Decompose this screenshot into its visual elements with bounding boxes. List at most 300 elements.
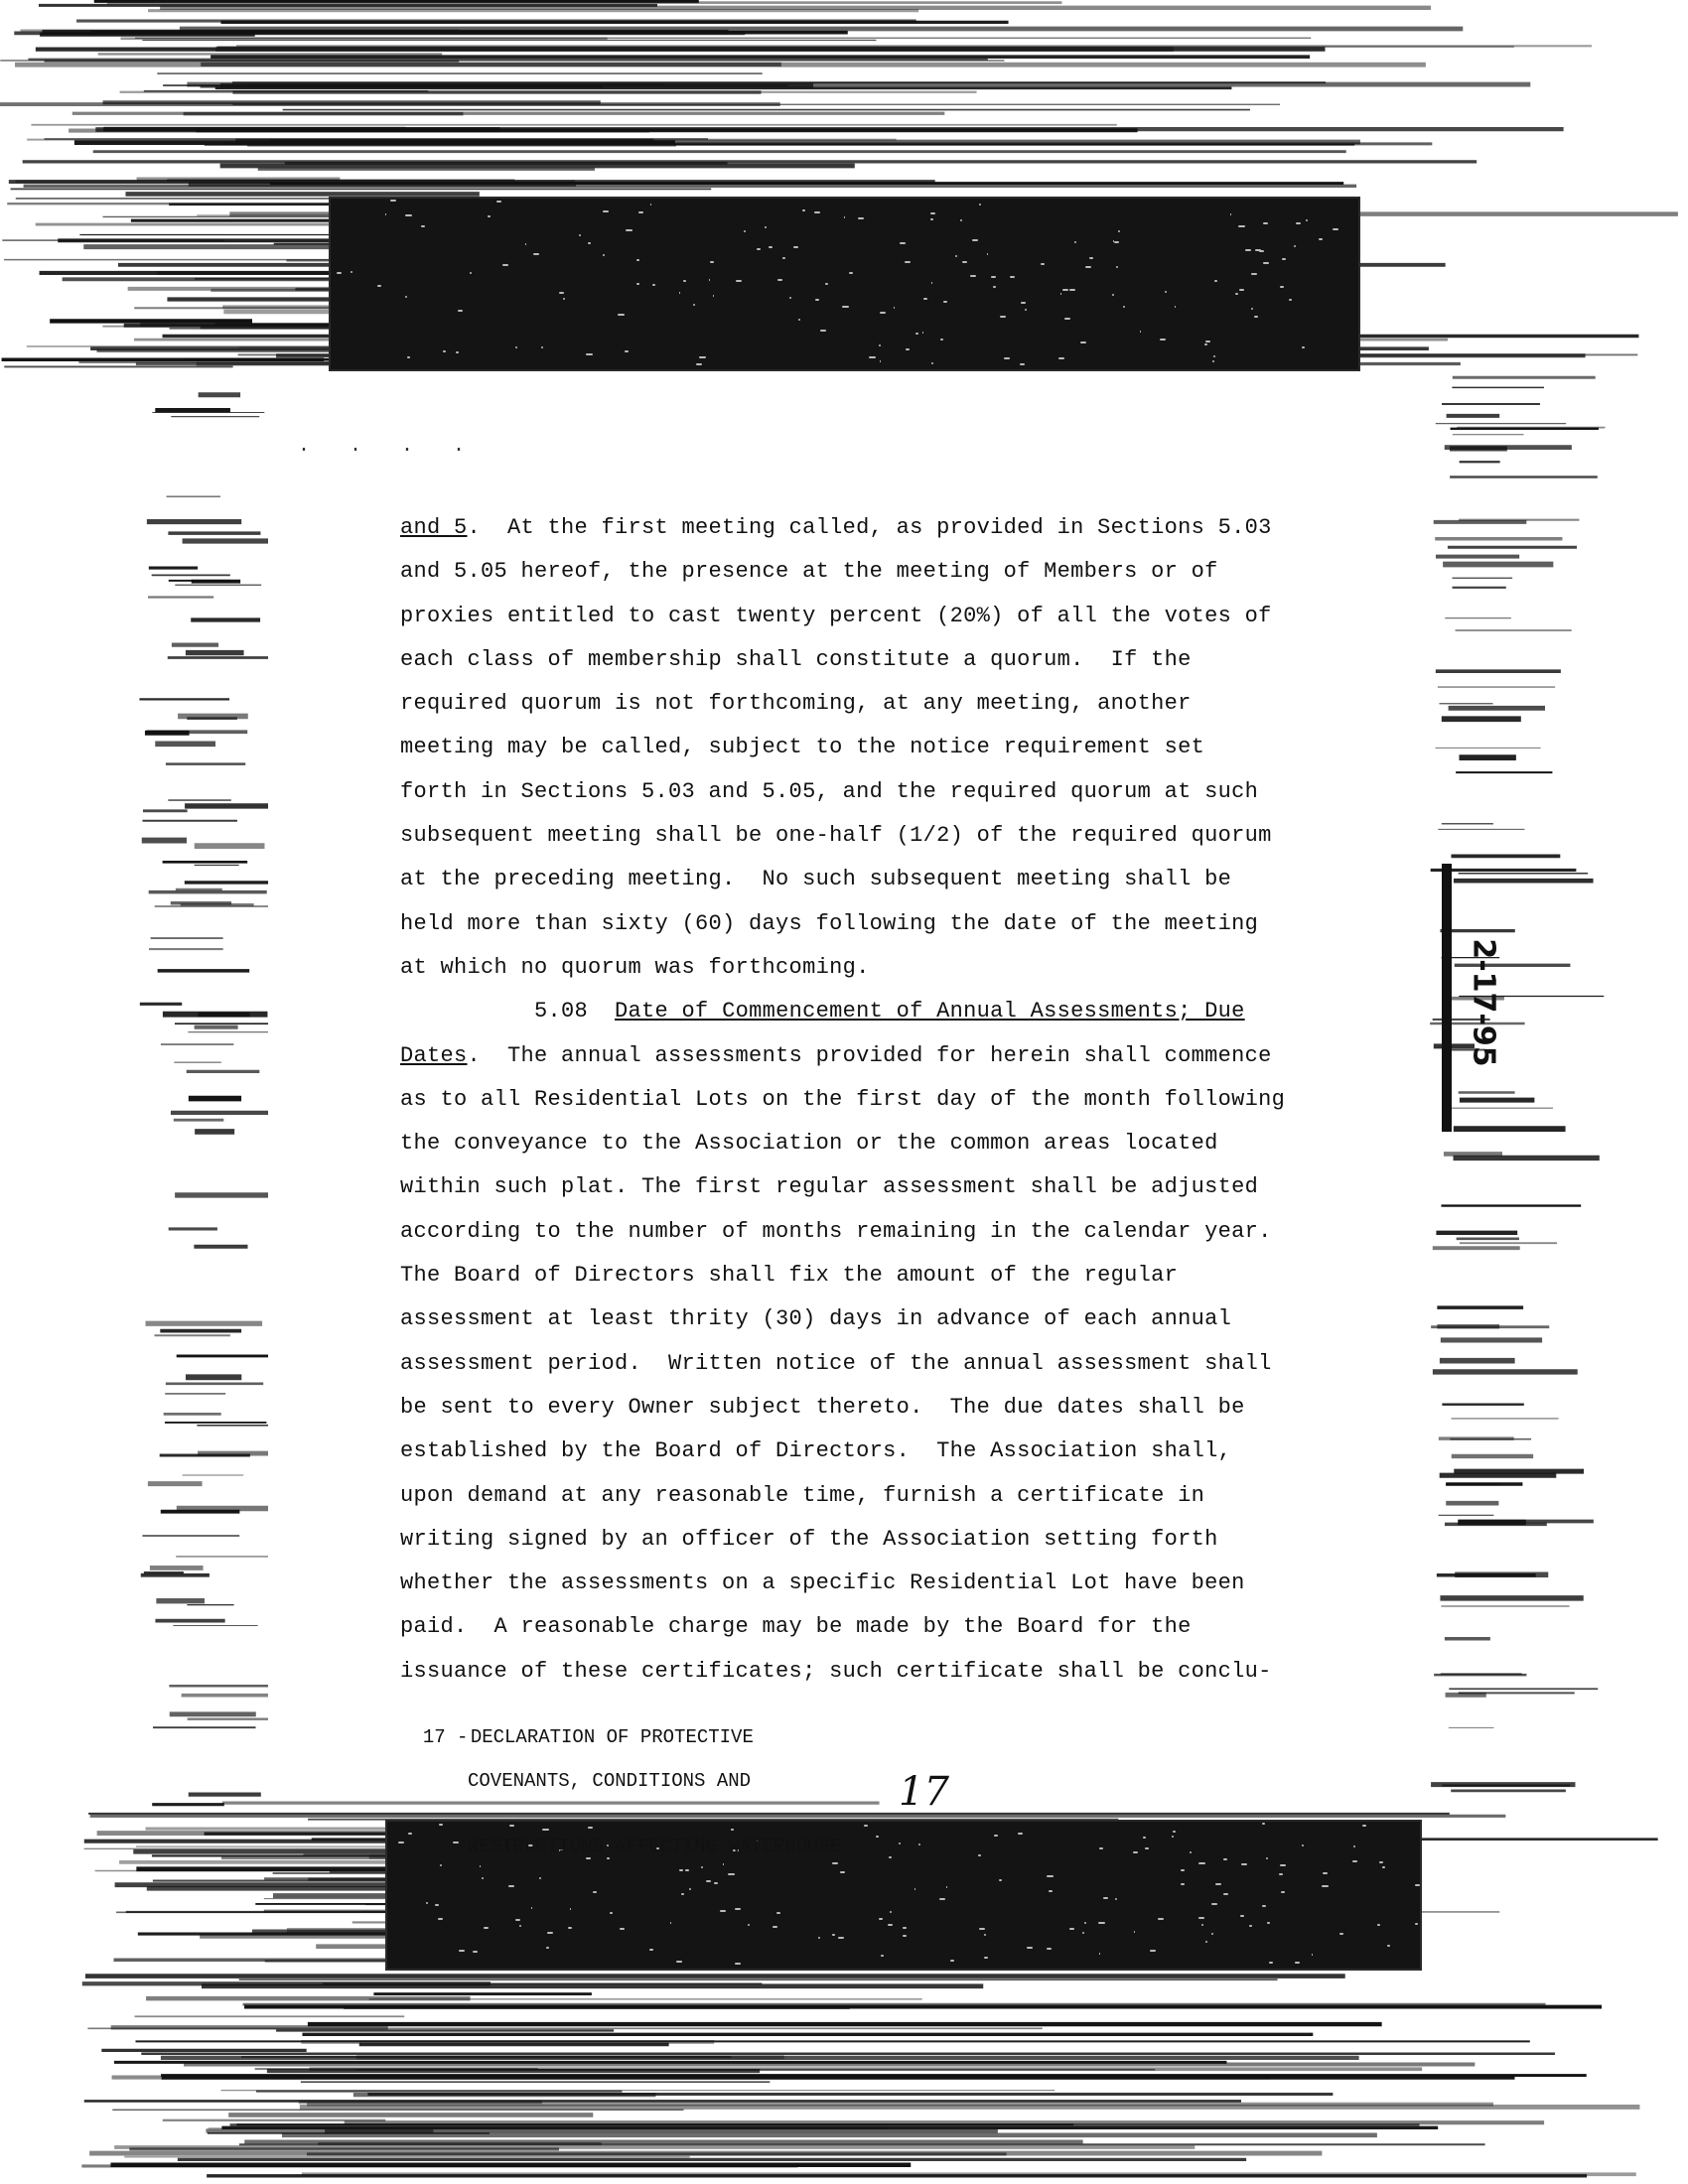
scan-speck (1352, 1860, 1357, 1862)
text-segment: paid. A reasonable charge may be made by the Board for the (400, 1614, 1192, 1640)
scan-speck (943, 301, 947, 303)
scan-speck (939, 1898, 946, 1900)
scan-speck (1251, 308, 1253, 310)
scan-speck (1084, 1922, 1086, 1924)
scan-speck (1302, 346, 1305, 348)
scan-speck (931, 362, 933, 364)
margin-dots: . . . . (298, 435, 480, 458)
scan-speck (1064, 318, 1069, 320)
text-segment: . At the first meeting called, as provided in Sections 5.03 (467, 515, 1272, 540)
scan-speck (649, 1949, 653, 1951)
text-segment: assessment at least thrity (30) days in advance of each annual (400, 1306, 1232, 1332)
footer-page-number: 17 - (422, 1726, 469, 1748)
scan-speck (559, 292, 564, 294)
scan-speck (1082, 1932, 1084, 1934)
scan-speck (470, 272, 472, 274)
scan-speck (1415, 1884, 1420, 1886)
page-footer (400, 1705, 841, 1879)
scan-speck (798, 319, 799, 321)
scan-speck (625, 350, 630, 352)
scan-speck (879, 344, 881, 346)
scan-speck (547, 1932, 553, 1934)
scan-speck (842, 306, 849, 308)
scan-speck (405, 214, 412, 216)
scan-speck (484, 1927, 489, 1929)
scan-speck (1150, 1950, 1156, 1952)
scan-speck (1282, 258, 1286, 260)
text-segment: . The annual assessments provided for herein shall commence (467, 1042, 1272, 1068)
scan-speck (515, 1919, 520, 1921)
scan-speck (864, 1825, 868, 1827)
scan-speck (979, 204, 981, 205)
scan-speck (999, 1879, 1002, 1881)
text-line (400, 506, 1334, 550)
scan-speck (1281, 1891, 1285, 1893)
scan-speck (458, 310, 463, 312)
scan-speck (1074, 241, 1076, 243)
scan-speck (1263, 262, 1268, 264)
scan-speck (706, 1880, 710, 1882)
text-segment: meeting may be called, subject to the notice requirement set (400, 735, 1205, 760)
text-line (400, 726, 1334, 769)
scan-speck (1323, 1872, 1328, 1874)
scan-speck (709, 279, 710, 281)
scan-speck (713, 295, 714, 297)
scan-speck (991, 276, 996, 278)
text-line (400, 1342, 1334, 1386)
footer-line-3: RESTRUCTIONS AFFECTING WATERHOUSE (468, 1836, 842, 1857)
text-segment: held more than sixty (60) days following the date of the meeting (400, 910, 1259, 936)
scan-speck (683, 280, 686, 282)
text-line (400, 1165, 1334, 1209)
scan-speck (1240, 1915, 1244, 1917)
text-segment: at the preceding meeting. No such subsequent meeting shall be (400, 867, 1232, 892)
scan-speck (390, 200, 396, 202)
scan-speck (618, 314, 625, 316)
scan-speck (1205, 1941, 1207, 1943)
scan-speck (1190, 1851, 1191, 1853)
text-segment: be sent to every Owner subject thereto. The due dates shall be (400, 1394, 1245, 1420)
scan-speck (1211, 1933, 1213, 1935)
scan-speck (1302, 1844, 1304, 1846)
scan-speck (377, 285, 381, 287)
scan-speck (693, 304, 695, 306)
scan-speck (1004, 357, 1010, 359)
scan-speck (710, 261, 714, 263)
scan-speck (1115, 1898, 1117, 1900)
scan-speck (844, 216, 845, 218)
scan-speck (1175, 306, 1176, 308)
scan-speck (525, 243, 526, 245)
scan-speck (1379, 1861, 1383, 1863)
text-line (400, 990, 1334, 1033)
scan-speck (496, 201, 502, 203)
scan-speck (385, 213, 387, 215)
scan-speck (1322, 1885, 1328, 1887)
scan-speck (679, 292, 680, 294)
scan-speck (1235, 293, 1238, 295)
scan-speck (1123, 306, 1125, 308)
scan-speck (438, 1918, 442, 1920)
scan-speck (588, 242, 591, 244)
scan-speck (546, 1947, 549, 1949)
text-line (400, 1474, 1334, 1518)
scan-speck (1080, 341, 1086, 343)
scan-speck (820, 330, 826, 332)
scan-speck (899, 1843, 901, 1844)
scan-speck (1205, 341, 1210, 342)
scan-speck (915, 333, 919, 335)
scan-speck (459, 1950, 465, 1952)
margin-date-stamp (1442, 864, 1501, 1132)
scan-speck (1204, 343, 1207, 345)
scan-speck (1143, 1837, 1146, 1839)
scan-speck (563, 298, 565, 300)
scan-speck (960, 219, 962, 221)
scan-speck (900, 242, 906, 244)
scan-speck (1295, 1962, 1300, 1964)
scan-speck (889, 1856, 892, 1858)
text-line (400, 946, 1334, 990)
scan-speck (1198, 1917, 1204, 1919)
scan-speck (1058, 357, 1064, 359)
scan-speck (1223, 1893, 1228, 1895)
scan-speck (923, 298, 926, 300)
scan-speck (789, 297, 791, 299)
scan-speck (670, 1922, 671, 1924)
text-segment: established by the Board of Directors. The Association shall, (400, 1438, 1232, 1464)
scan-speck (626, 229, 633, 231)
scan-speck (519, 1925, 521, 1927)
scan-speck (426, 1902, 428, 1904)
scan-speck (1158, 1918, 1164, 1920)
text-line (400, 1122, 1334, 1165)
scan-speck (832, 1934, 835, 1936)
text-line (400, 1034, 1334, 1078)
scan-speck (421, 225, 425, 227)
text-line (400, 1297, 1334, 1341)
scan-speck (1069, 289, 1075, 291)
scan-speck (1114, 241, 1119, 243)
scan-speck (1160, 339, 1166, 341)
scan-speck (541, 346, 543, 348)
scan-speck (1387, 1945, 1390, 1947)
text-segment: upon demand at any reasonable time, furnish a certificate in (400, 1482, 1205, 1508)
scan-speck (1262, 1823, 1265, 1825)
scan-speck (636, 283, 639, 285)
scan-speck (735, 1963, 742, 1965)
scan-speck (972, 239, 978, 241)
scan-speck (636, 259, 640, 261)
underlined-heading: Dates (400, 1042, 468, 1068)
text-line (400, 1650, 1334, 1694)
scan-speck (849, 272, 853, 274)
scan-speck (914, 1888, 915, 1890)
scan-speck (1306, 219, 1308, 221)
scan-speck (579, 234, 582, 236)
scan-speck (736, 280, 742, 282)
handwritten-page-number: 17 (899, 1769, 949, 1815)
scan-speck (1239, 289, 1245, 291)
scan-speck (757, 248, 761, 250)
text-line (400, 682, 1334, 726)
text-segment: proxies entitled to cast twenty percent (20%) of all the votes of (400, 603, 1272, 628)
scan-speck (946, 1886, 947, 1888)
scan-speck (610, 1912, 613, 1914)
scan-speck (1213, 355, 1215, 357)
scan-speck (1116, 266, 1119, 268)
scan-speck (1215, 1883, 1221, 1885)
scan-speck (456, 351, 459, 353)
scan-speck (1027, 1947, 1033, 1949)
scan-speck (603, 254, 605, 256)
text-line (400, 1386, 1334, 1430)
scan-speck (570, 1908, 571, 1910)
scan-speck (1010, 276, 1016, 278)
scan-speck (1049, 1890, 1053, 1892)
scan-speck (777, 279, 783, 281)
text-line (400, 1562, 1334, 1605)
scan-speck (955, 255, 956, 257)
scan-speck (508, 1885, 513, 1887)
scan-speck (1085, 266, 1092, 268)
text-line (400, 1605, 1334, 1649)
scan-speck (814, 211, 820, 213)
scan-speck (1089, 257, 1093, 259)
scan-speck (940, 339, 943, 341)
scan-speck (407, 356, 409, 358)
scan-speck (765, 226, 766, 228)
scan-speck (1280, 1864, 1287, 1866)
text-line (400, 638, 1334, 682)
scan-speck (825, 283, 829, 285)
text-segment: subsequent meeting shall be one-half (1/2) of the required quorum (400, 823, 1272, 849)
scan-speck (1098, 1922, 1105, 1924)
scan-speck (1280, 286, 1284, 288)
scan-speck (720, 1910, 726, 1912)
scan-speck (881, 1955, 884, 1957)
scan-speck (906, 348, 910, 350)
scan-speck (1362, 1825, 1366, 1827)
footer-line-1: DECLARATION OF PROTECTIVE (470, 1726, 754, 1748)
scan-speck (593, 1891, 597, 1893)
scan-speck (1103, 1897, 1108, 1899)
scan-speck (473, 1951, 478, 1953)
scan-speck (930, 218, 933, 220)
scan-speck (568, 1927, 572, 1929)
scan-speck (744, 230, 746, 232)
scan-speck (699, 356, 706, 358)
scan-speck (994, 1835, 998, 1837)
scan-speck (1377, 1924, 1381, 1926)
scan-speck (1140, 331, 1141, 333)
scan-speck (880, 360, 881, 362)
scan-speck (1296, 222, 1301, 224)
text-segment: as to all Residential Lots on the first day of the month following (400, 1086, 1286, 1112)
scan-speck (903, 1935, 907, 1937)
scan-speck (1267, 1922, 1270, 1924)
text-segment: according to the number of months remaining in the calendar year. (400, 1218, 1272, 1244)
text-line (400, 1430, 1334, 1473)
text-line (400, 814, 1334, 858)
scan-speck (1251, 273, 1257, 275)
scan-speck (1269, 1962, 1274, 1964)
scan-speck (1382, 1866, 1384, 1868)
scan-speck (638, 211, 643, 213)
scan-speck (586, 353, 593, 355)
scan-speck (1020, 363, 1024, 365)
body-text (400, 506, 1334, 1694)
scan-speck (858, 217, 865, 219)
scan-speck (1133, 1851, 1138, 1853)
scan-speck (531, 1907, 533, 1909)
text-segment: issuance of these certificates; such certificate shall be conclu- (400, 1658, 1272, 1684)
scan-speck (652, 284, 655, 286)
scan-speck (1339, 1933, 1343, 1935)
scan-speck (533, 253, 540, 255)
scan-speck (815, 299, 819, 301)
scan-speck (1319, 238, 1323, 240)
scan-speck (769, 246, 772, 248)
scan-speck (1062, 289, 1068, 291)
stamp-bar (1442, 864, 1452, 1132)
scan-speck (696, 363, 702, 365)
scan-speck (337, 272, 342, 274)
scan-speck (650, 204, 652, 205)
scan-speck (714, 1882, 718, 1884)
scan-speck (351, 271, 352, 273)
scan-speck (1047, 1875, 1054, 1877)
scan-speck (681, 1893, 684, 1895)
scan-speck (689, 1888, 691, 1890)
scan-speck (435, 1904, 439, 1906)
scan-speck (1238, 225, 1245, 227)
scan-speck (405, 296, 408, 298)
scan-speck (1214, 280, 1216, 282)
scan-speck (802, 209, 805, 211)
scan-speck (987, 253, 988, 255)
scan-speck (1173, 1831, 1175, 1833)
scan-speck (735, 1908, 741, 1910)
scan-speck (1060, 293, 1061, 295)
scan-speck (1212, 360, 1214, 362)
scan-speck (1262, 1905, 1266, 1907)
scan-speck (903, 1927, 907, 1929)
scan-speck (984, 1934, 986, 1936)
scan-speck (869, 356, 876, 358)
footer-line-2: COVENANTS, CONDITIONS AND (468, 1770, 752, 1792)
scan-speck (1279, 1873, 1283, 1875)
text-line (400, 1078, 1334, 1122)
scan-speck (930, 212, 935, 214)
scan-speck (620, 1928, 624, 1930)
scan-speck (1289, 299, 1293, 301)
text-line (400, 550, 1334, 594)
text-segment: assessment period. Written notice of the annual assessment shall (400, 1350, 1272, 1376)
text-line (400, 595, 1334, 638)
scan-speck (1415, 1923, 1418, 1925)
scan-speck (1312, 1954, 1314, 1956)
scan-speck (488, 215, 491, 217)
handwritten-date: 2-17-95 (1466, 938, 1501, 1067)
scan-speck (1211, 1903, 1217, 1905)
text-line (400, 1254, 1334, 1297)
scan-speck (1223, 1858, 1226, 1860)
scan-speck (1018, 1833, 1024, 1835)
scan-speck (676, 1961, 682, 1963)
scan-speck (962, 261, 967, 263)
scan-speck (793, 246, 798, 248)
text-segment: forth in Sections 5.03 and 5.05, and the required quorum at such (400, 778, 1259, 804)
text-segment: required quorum is not forthcoming, at any meeting, another (400, 691, 1192, 717)
scan-speck (880, 312, 886, 314)
scan-speck (748, 1924, 750, 1926)
scan-speck (879, 1918, 884, 1920)
scan-speck (1145, 1847, 1149, 1849)
scan-speck (838, 1937, 844, 1939)
scan-speck (1181, 1869, 1185, 1871)
text-segment: whether the assessments on a specific Residential Lot have been (400, 1570, 1245, 1596)
text-line (400, 770, 1334, 814)
scan-speck (818, 1937, 821, 1939)
scan-speck (1333, 228, 1338, 230)
text-segment: writing signed by an officer of the Association setting forth (400, 1526, 1218, 1552)
scan-speck (1134, 1931, 1135, 1933)
scan-speck (1201, 1924, 1203, 1926)
text-line (400, 1518, 1334, 1562)
scan-speck (1021, 302, 1026, 304)
scan-speck (984, 1957, 989, 1959)
text-segment: within such plat. The first regular assessment shall be adjusted (400, 1174, 1259, 1200)
text-line (400, 902, 1334, 946)
scan-speck (979, 1928, 984, 1930)
scan-speck (1165, 291, 1167, 293)
scan-speck (773, 1926, 776, 1928)
scan-speck (1198, 1862, 1205, 1864)
scan-speck (931, 282, 933, 284)
scan-speck (1041, 263, 1045, 265)
text-line (400, 1210, 1334, 1254)
scan-speck (1047, 1948, 1052, 1950)
scan-speck (1254, 316, 1258, 318)
scan-speck (970, 275, 976, 277)
underlined-heading: and 5 (400, 515, 468, 540)
scan-speck (1294, 245, 1296, 247)
scan-speck (1099, 1953, 1100, 1955)
scan-speck (1230, 213, 1231, 215)
scan-speck (950, 1960, 954, 1962)
scan-speck (894, 307, 895, 309)
text-segment: The Board of Directors shall fix the amount of the regular (400, 1263, 1179, 1289)
scan-speck (1259, 250, 1264, 252)
scan-speck (776, 1912, 780, 1914)
scan-speck (1249, 1925, 1253, 1927)
scan-speck (993, 286, 996, 288)
scan-speck (603, 210, 609, 212)
text-segment: each class of membership shall constitute a quorum. If the (400, 646, 1192, 672)
scan-speck (1025, 309, 1027, 311)
text-segment: 5.08 (400, 999, 616, 1024)
scan-speck (1118, 230, 1121, 232)
scan-speck (1000, 316, 1005, 318)
scan-speck (1181, 1883, 1184, 1885)
scan-speck (1241, 1863, 1246, 1865)
scan-speck (905, 261, 911, 263)
scan-speck (1099, 1847, 1102, 1849)
scan-speck (1112, 294, 1114, 296)
scan-speck (922, 332, 923, 334)
text-segment: and 5.05 hereof, the presence at the meeting of Members or of (400, 559, 1218, 585)
